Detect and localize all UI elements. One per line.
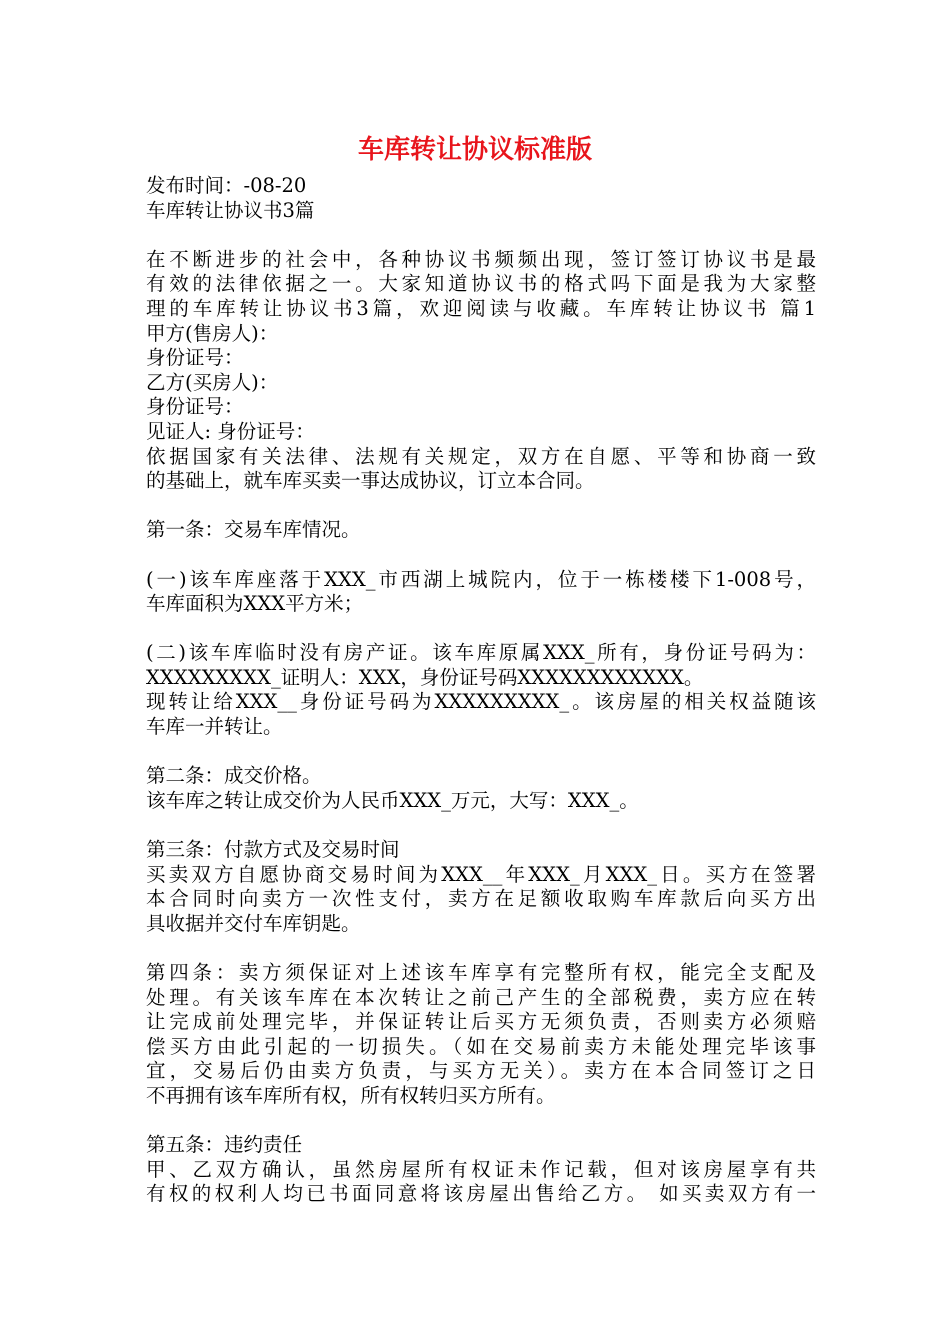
text-line: (二)该车库临时没有房产证。该车库原属XXX_所有，身份证号码为： (146, 641, 816, 665)
paragraph-gap (146, 813, 816, 838)
paragraph-gap (146, 740, 816, 765)
article-5 (146, 1133, 816, 1207)
document-title: 车库转让协议标准版 (357, 135, 592, 165)
text-line: XXXXXXXXX_证明人：XXX，身份证号码XXXXXXXXXXXX。 (146, 665, 704, 689)
party-b-id-label: 身份证号： (146, 395, 244, 419)
text-line: 有权的权利人均已书面同意将该房屋出售给乙方。 如买卖双方有一 (146, 1182, 816, 1206)
text-line: 现转让给XXX__身份证号码为XXXXXXXXX_。该房屋的相关权益随该 (146, 690, 816, 714)
text-line: 第四条：卖方须保证对上述该车库享有完整所有权，能完全支配及 (146, 961, 816, 984)
text-line: 第一条：交易车库情况。 (146, 518, 361, 542)
text-line: 具收据并交付车库钥匙。 (146, 911, 361, 935)
text-line: 宜，交易后仍由卖方负责，与买方无关）。卖方在本合同签订之日 (146, 1059, 816, 1083)
text-line: 有效的法律依据之一。大家知道协议书的格式吗下面是我为大家整 (146, 272, 816, 296)
article-1-heading (146, 518, 816, 543)
party-a-id-label: 身份证号： (146, 346, 244, 370)
witness-label: 见证人: 身份证号： (146, 419, 315, 443)
paragraph-gap (146, 494, 816, 519)
article-4 (146, 961, 816, 1109)
article-1-item-1 (146, 568, 816, 617)
text-line: 不再拥有该车库所有权，所有权转归买方所有。 (146, 1083, 556, 1107)
text-line: 买卖双方自愿协商交易时间为XXX__年XXX_月XXX_日。买方在签署 (146, 862, 816, 886)
text-line: 甲、乙双方确认，虽然房屋所有权证未作记载，但对该房屋享有共 (146, 1157, 816, 1181)
document-subtitle: 车库转让协议书3篇 (146, 198, 315, 222)
text-line: 处理。有关该车库在本次转让之前己产生的全部税费，卖方应在转 (146, 985, 816, 1009)
text-line: 第二条：成交价格。 (146, 764, 322, 788)
text-line: 在不断进步的社会中，各种协议书频频出现，签订签订协议书是最 (146, 247, 816, 271)
article-3 (146, 838, 816, 936)
text-line: 本合同时向卖方一次性支付，卖方在足额收取购车库款后向买方出 (146, 887, 816, 911)
paragraph-gap (146, 223, 816, 248)
article-1-item-2 (146, 641, 816, 739)
text-line: 让完成前处理完毕，并保证转让后买方无须负责，否则卖方必须赔 (146, 1010, 816, 1034)
text-line: 该车库之转让成交价为人民币XXX_万元，大写：XXX_。 (146, 788, 639, 812)
text-line: 第三条：付款方式及交易时间 (146, 838, 400, 862)
publish-date: 发布时间：-08-20 (146, 174, 307, 197)
party-b-label: 乙方(买房人)： (146, 370, 279, 394)
document-body (146, 174, 816, 1207)
text-line: (一)该车库座落于XXX_市西湖上城院内，位于一栋楼楼下1-008号， (146, 567, 816, 591)
text-line: 偿买方由此引起的一切损失。（如在交易前卖方未能处理完毕该事 (146, 1034, 816, 1058)
article-2 (146, 764, 816, 813)
text-line: 车库面积为XXX平方米； (146, 592, 364, 616)
text-line: 的基础上，就车库买卖一事达成协议，订立本合同。 (146, 469, 595, 493)
text-line: 理的车库转让协议书3篇，欢迎阅读与收藏。车库转让协议书 篇1 (146, 296, 816, 320)
party-a-label: 甲方(售房人)： (146, 321, 279, 345)
paragraph-gap (146, 1109, 816, 1134)
text-line: 车库一并转让。 (146, 715, 283, 739)
paragraph-intro (146, 248, 816, 494)
paragraph-gap (146, 936, 816, 961)
text-line: 第五条：违约责任 (146, 1133, 303, 1157)
paragraph-gap (146, 617, 816, 642)
paragraph-gap (146, 543, 816, 568)
text-line: 依据国家有关法律、法规有关规定，双方在自愿、平等和协商一致 (146, 444, 816, 468)
